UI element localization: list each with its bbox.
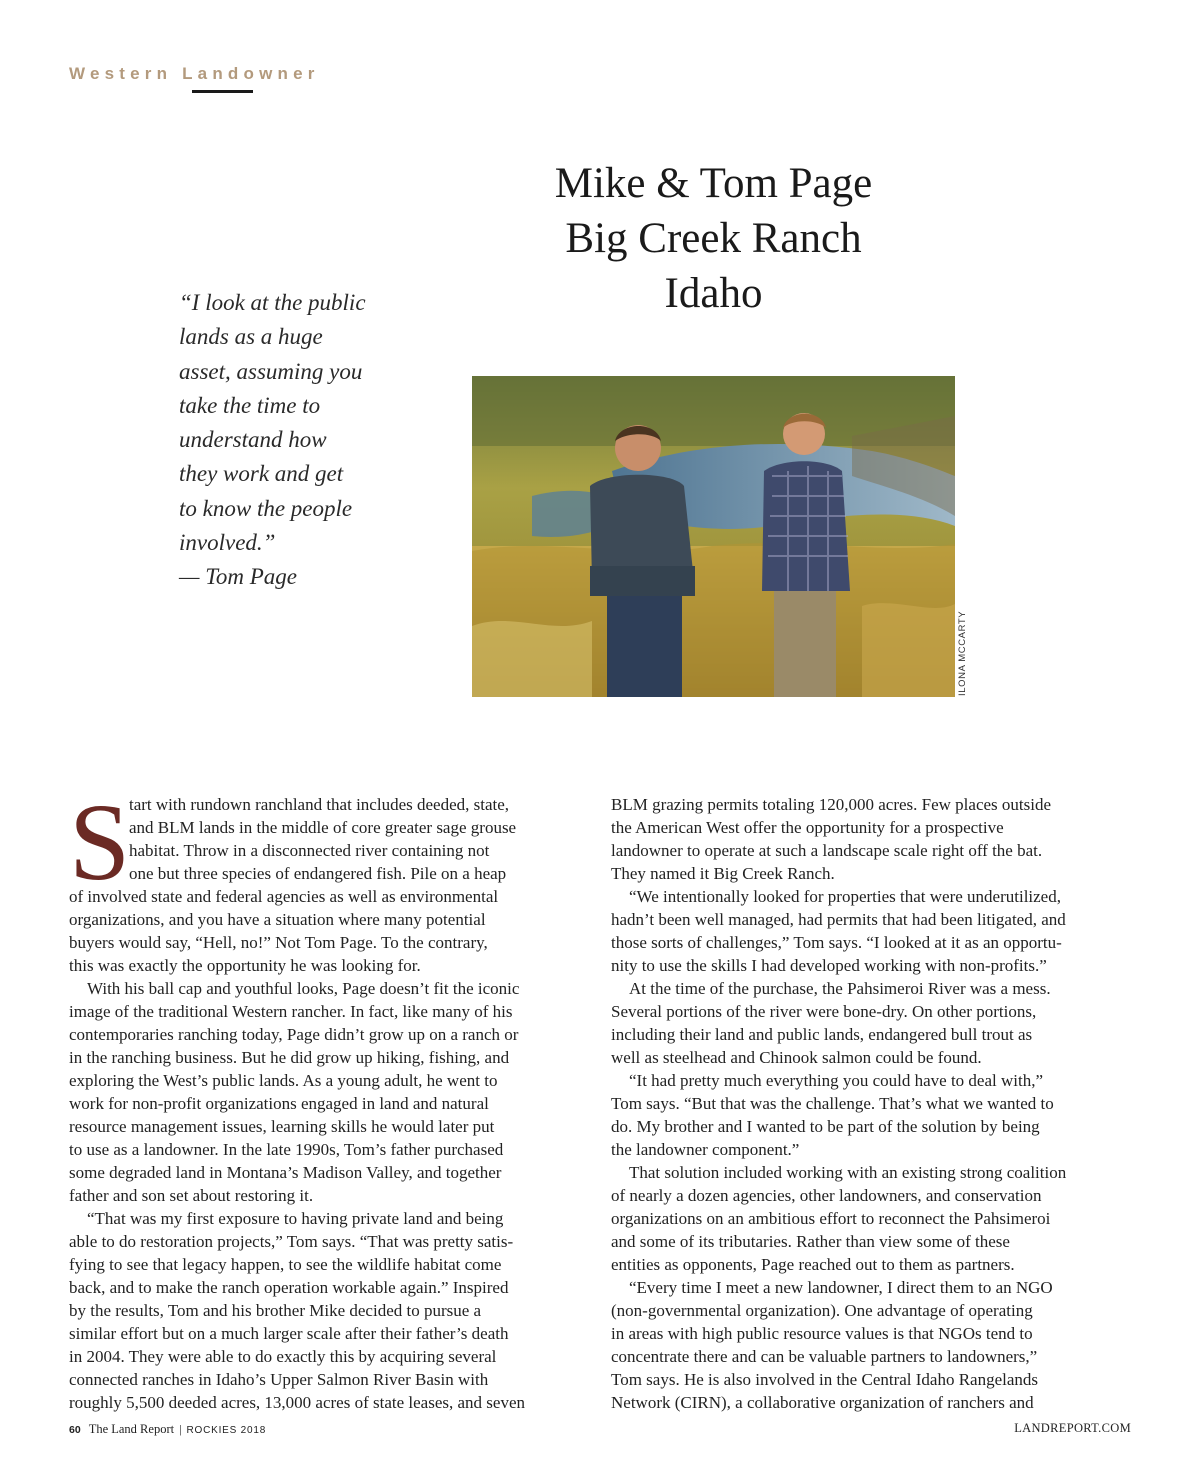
section-underline bbox=[192, 90, 253, 93]
page-number: 60 bbox=[69, 1424, 81, 1436]
article-line: entities as opponents, Page reached out to them as partners. bbox=[611, 1255, 1015, 1274]
page-folio bbox=[69, 1422, 266, 1437]
article-line: of involved state and federal agencies as well as environmental bbox=[69, 887, 499, 906]
website-url: LANDREPORT.COM bbox=[1014, 1421, 1131, 1435]
article-line: the landowner component.” bbox=[611, 1140, 800, 1159]
photo-credit: ILONA MCCARTY bbox=[957, 610, 968, 696]
article-line: tart with rundown ranchland that includes deeded, state, bbox=[129, 795, 510, 814]
article-line: concentrate there and can be valuable partners to landowners,” bbox=[611, 1347, 1038, 1366]
article-line: well as steelhead and Chinook salmon could be found. bbox=[611, 1048, 982, 1067]
article-line: With his ball cap and youthful looks, Page doesn’t fit the iconic bbox=[87, 979, 520, 998]
article-line: father and son set about restoring it. bbox=[69, 1186, 314, 1205]
article-column-right bbox=[611, 793, 1133, 1414]
article-line: organizations, and you have a situation where many potential bbox=[69, 910, 486, 929]
headline-state: Idaho bbox=[664, 270, 763, 317]
article-line: the American West offer the opportunity for a prospective bbox=[611, 818, 1004, 837]
article-line: of nearly a dozen agencies, other landowners, and conservation bbox=[611, 1186, 1042, 1205]
pull-quote-line: asset, assuming you bbox=[179, 358, 363, 384]
article-line: resource management issues, learning skills he would later put bbox=[69, 1117, 495, 1136]
article-line: They named it Big Creek Ranch. bbox=[611, 864, 835, 883]
article-column-left bbox=[69, 781, 589, 1414]
article-line: contemporaries ranching today, Page didn’t grow up on a ranch or bbox=[69, 1025, 519, 1044]
article-line: this was exactly the opportunity he was looking for. bbox=[69, 956, 421, 975]
article-line: similar effort but on a much larger scale after their father’s death bbox=[69, 1324, 509, 1343]
headline-ranch: Big Creek Ranch bbox=[565, 215, 862, 262]
article-line: one but three species of endangered fish. Pile on a heap bbox=[129, 864, 507, 883]
article-line: some degraded land in Montana’s Madison Valley, and together bbox=[69, 1163, 502, 1182]
article-line: able to do restoration projects,” Tom says. “That was pretty satis- bbox=[69, 1232, 514, 1251]
article-line: BLM grazing permits totaling 120,000 acres. Few places outside bbox=[611, 795, 1052, 814]
article-line: in the ranching business. But he did grow up hiking, fishing, and bbox=[69, 1048, 510, 1067]
pull-quote-line: take the time to bbox=[179, 392, 321, 418]
article-line: exploring the West’s public lands. As a young adult, he went to bbox=[69, 1071, 498, 1090]
article-line: roughly 5,500 deeded acres, 13,000 acres of state leases, and seven bbox=[69, 1393, 526, 1412]
article-line: landowner to operate at such a landscape scale right off the bat. bbox=[611, 841, 1043, 860]
article-line: those sorts of challenges,” Tom says. “I looked at it as an opportu- bbox=[611, 933, 1062, 952]
article-line: to use as a landowner. In the late 1990s, Tom’s father purchased bbox=[69, 1140, 504, 1159]
article-line: do. My brother and I wanted to be part of the solution by being bbox=[611, 1117, 1040, 1136]
article-line: and some of its tributaries. Rather than view some of these bbox=[611, 1232, 1010, 1251]
article-line: nity to use the skills I had developed working with non-profits.” bbox=[611, 956, 1047, 975]
pull-quote-line: understand how bbox=[179, 427, 327, 453]
drop-cap: S bbox=[69, 781, 131, 903]
pull-quote-line: involved.” bbox=[179, 530, 276, 556]
headline bbox=[470, 156, 957, 321]
pull-quote-attribution: — Tom Page bbox=[179, 564, 297, 590]
pull-quote-line: “I look at the public bbox=[179, 290, 366, 315]
article-line: That solution included working with an existing strong coalition bbox=[629, 1163, 1067, 1182]
article-line: Several portions of the river were bone-dry. On other portions, bbox=[611, 1002, 1037, 1021]
headline-names: Mike & Tom Page bbox=[554, 160, 873, 207]
article-line: hadn’t been well managed, had permits that had been litigated, and bbox=[611, 910, 1066, 929]
article-line: connected ranches in Idaho’s Upper Salmon River Basin with bbox=[69, 1370, 489, 1389]
article-line: Network (CIRN), a collaborative organization of ranchers and bbox=[611, 1393, 1034, 1412]
article-line: image of the traditional Western rancher. In fact, like many of his bbox=[69, 1002, 513, 1021]
article-line: At the time of the purchase, the Pahsimeroi River was a mess. bbox=[629, 979, 1051, 998]
article-line: including their land and public lands, endangered bull trout as bbox=[611, 1025, 1033, 1044]
article-line: buyers would say, “Hell, no!” Not Tom Page. To the contrary, bbox=[69, 933, 488, 952]
ranchers-photo bbox=[472, 376, 955, 697]
article-line: “We intentionally looked for properties that were underutilized, bbox=[629, 887, 1061, 906]
pull-quote-line: to know the people bbox=[179, 495, 353, 521]
article-line: work for non-profit organizations engaged in land and natural bbox=[69, 1094, 489, 1113]
article-line: “That was my first exposure to having private land and being bbox=[87, 1209, 504, 1228]
article-line: in 2004. They were able to do exactly this by acquiring several bbox=[69, 1347, 497, 1366]
article-line: back, and to make the ranch operation workable again.” Inspired bbox=[69, 1278, 509, 1297]
article-line: by the results, Tom and his brother Mike decided to pursue a bbox=[69, 1301, 482, 1320]
article-line: fying to see that legacy happen, to see the wildlife habitat come bbox=[69, 1255, 502, 1274]
article-line: Tom says. “But that was the challenge. That’s what we wanted to bbox=[611, 1094, 1054, 1113]
article-line: “It had pretty much everything you could have to deal with,” bbox=[629, 1071, 1044, 1090]
article-line: in areas with high public resource values is that NGOs tend to bbox=[611, 1324, 1033, 1343]
folio-separator: | bbox=[179, 1422, 182, 1436]
article-line: “Every time I meet a new landowner, I direct them to an NGO bbox=[629, 1278, 1053, 1297]
pull-quote bbox=[179, 286, 399, 595]
article-line: Tom says. He is also involved in the Central Idaho Rangelands bbox=[611, 1370, 1039, 1389]
pull-quote-line: lands as a huge bbox=[179, 324, 323, 350]
article-line: organizations on an ambitious effort to reconnect the Pahsimeroi bbox=[611, 1209, 1051, 1228]
article-line: and BLM lands in the middle of core greater sage grouse bbox=[129, 818, 517, 837]
article-line: habitat. Throw in a disconnected river containing not bbox=[129, 841, 490, 860]
issue-label: ROCKIES 2018 bbox=[186, 1425, 267, 1436]
pull-quote-line: they work and get bbox=[179, 461, 344, 487]
article-line: (non-governmental organization). One advantage of operating bbox=[611, 1301, 1033, 1320]
magazine-name: The Land Report bbox=[88, 1422, 175, 1436]
section-label: Western Landowner bbox=[69, 64, 320, 83]
